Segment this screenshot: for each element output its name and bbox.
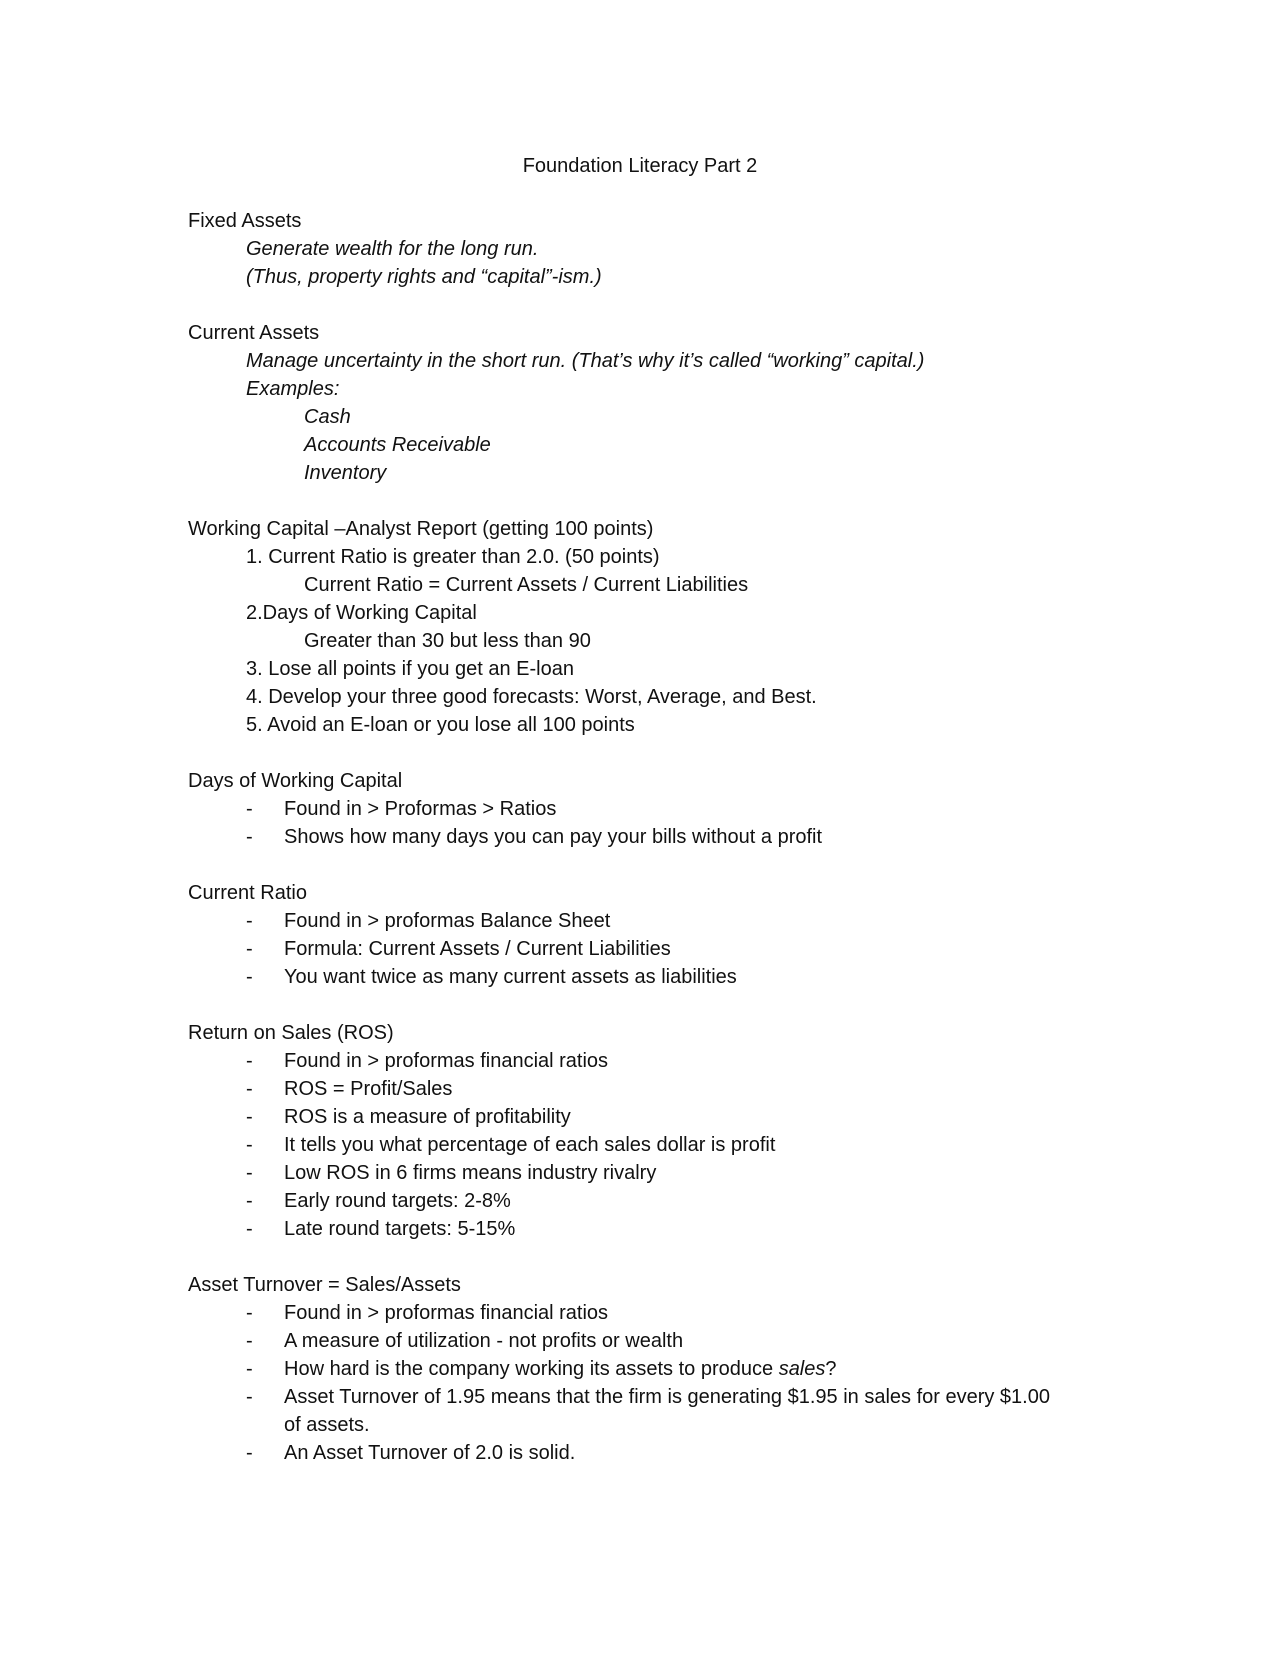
bullet-dash: -	[246, 798, 253, 820]
bullet-dash: -	[246, 1134, 253, 1156]
example-cash: Cash	[304, 406, 351, 428]
list-item: An Asset Turnover of 2.0 is solid.	[284, 1442, 576, 1464]
list-item: Formula: Current Assets / Current Liabilities	[284, 938, 671, 960]
list-item: Late round targets: 5-15%	[284, 1218, 516, 1240]
bullet-dash: -	[246, 1078, 253, 1100]
emphasis-sales: sales	[778, 1358, 826, 1380]
list-item: A measure of utilization - not profits or wealth	[284, 1330, 684, 1352]
list-item: It tells you what percentage of each sales dollar is profit	[284, 1134, 776, 1156]
working-capital-item-1-sub: Current Ratio = Current Assets / Current Liabilities	[304, 574, 749, 596]
working-capital-item-2-sub: Greater than 30 but less than 90	[304, 630, 591, 652]
list-item-continuation: of assets.	[284, 1414, 370, 1436]
bullet-dash: -	[246, 1162, 253, 1184]
bullet-dash: -	[246, 966, 253, 988]
current-assets-heading: Current Assets	[188, 322, 320, 344]
current-assets-examples-label: Examples:	[246, 378, 340, 400]
bullet-dash: -	[246, 938, 253, 960]
days-working-capital-heading: Days of Working Capital	[188, 770, 403, 792]
working-capital-item-2: 2.Days of Working Capital	[246, 602, 477, 624]
fixed-assets-line-2: (Thus, property rights and “capital”-ism.)	[246, 266, 602, 288]
example-inventory: Inventory	[304, 462, 387, 484]
list-item: Early round targets: 2-8%	[284, 1190, 511, 1212]
bullet-dash: -	[246, 1358, 253, 1380]
ros-heading: Return on Sales (ROS)	[188, 1022, 394, 1044]
list-item: Low ROS in 6 firms means industry rivalry	[284, 1162, 657, 1184]
example-accounts-receivable: Accounts Receivable	[304, 434, 491, 456]
list-item: Found in > proformas financial ratios	[284, 1302, 609, 1324]
list-item: You want twice as many current assets as liabilities	[284, 966, 737, 988]
working-capital-item-4: 4. Develop your three good forecasts: Worst, Average, and Best.	[246, 686, 817, 708]
bullet-dash: -	[246, 910, 253, 932]
list-item: Found in > proformas Balance Sheet	[284, 910, 611, 932]
bullet-dash: -	[246, 1218, 253, 1240]
asset-turnover-heading: Asset Turnover = Sales/Assets	[188, 1274, 461, 1296]
fixed-assets-heading: Fixed Assets	[188, 210, 302, 232]
list-item-text-end: ?	[825, 1358, 837, 1380]
list-item: Found in > Proformas > Ratios	[284, 798, 557, 820]
working-capital-item-3: 3. Lose all points if you get an E-loan	[246, 658, 574, 680]
bullet-dash: -	[246, 1050, 253, 1072]
list-item: ROS is a measure of profitability	[284, 1106, 571, 1128]
list-item-text: How hard is the company working its assets to produce	[284, 1358, 779, 1380]
current-ratio-heading: Current Ratio	[188, 882, 307, 904]
list-item: Asset Turnover of 1.95 means that the firm is generating $1.95 in sales for every $1.00	[284, 1386, 1050, 1408]
bullet-dash: -	[246, 826, 253, 848]
bullet-dash: -	[246, 1190, 253, 1212]
page-title: Foundation Literacy Part 2	[522, 155, 758, 177]
bullet-dash: -	[246, 1442, 253, 1464]
working-capital-item-5: 5. Avoid an E-loan or you lose all 100 points	[246, 714, 635, 736]
working-capital-heading: Working Capital –Analyst Report (getting 100 points)	[188, 518, 654, 540]
list-item: ROS = Profit/Sales	[284, 1078, 453, 1100]
working-capital-item-1: 1. Current Ratio is greater than 2.0. (50 points)	[246, 546, 660, 568]
bullet-dash: -	[246, 1302, 253, 1324]
bullet-dash: -	[246, 1330, 253, 1352]
list-item: Found in > proformas financial ratios	[284, 1050, 609, 1072]
fixed-assets-line-1: Generate wealth for the long run.	[246, 238, 539, 260]
list-item	[284, 1355, 837, 1383]
bullet-dash: -	[246, 1106, 253, 1128]
bullet-dash: -	[246, 1386, 253, 1408]
current-assets-description: Manage uncertainty in the short run. (That’s why it’s called “working” capital.)	[246, 350, 925, 372]
list-item: Shows how many days you can pay your bills without a profit	[284, 826, 823, 848]
